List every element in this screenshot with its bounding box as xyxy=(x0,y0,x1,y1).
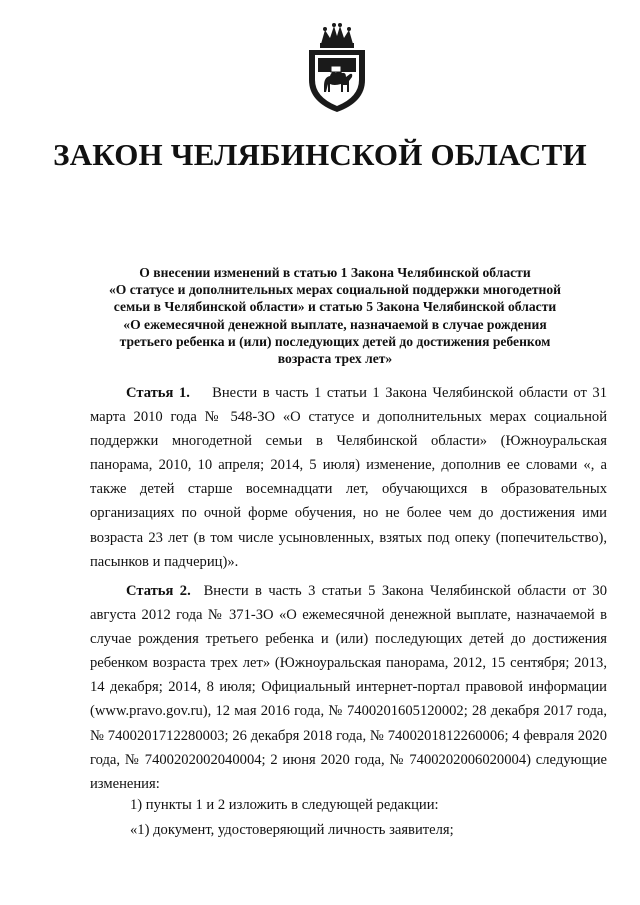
subtitle-line: «О ежемесячной денежной выплате, назначаемой в случае рождения xyxy=(123,316,547,332)
subtitle-line: семьи в Челябинской области» и статью 5 Закона Челябинской области xyxy=(113,299,557,315)
article-2-paragraph xyxy=(90,579,607,796)
article-2-item: 1) пункты 1 и 2 изложить в следующей редакции: xyxy=(130,797,439,813)
article-1-paragraph xyxy=(90,381,607,574)
article-2-text: Внести в часть 3 статьи 5 Закона Челябинской области от 30 августа 2012 года № 371-ЗО «О ежемесячной денежной выплате, назначаемой в случае рождения третьего ребенка и (или) последующих детей до достижения ребенком возраста трех лет» (Южноуральская панорама, 2012, 15 сентября; 2013, 14 декабря; 2014, 8 июля; Официальный интернет-портал правовой информации (www.pravo.gov.ru), 12 мая 2016 года, № 7400201605120002; 28 декабря 2017 года, № 7400201712280003; 26 декабря 2018 года, № 7400201812260006; 4 февраля 2020 года, № 7400202002040004; 2 июня 2020 года, № 7400202006020004) следующие изменения: xyxy=(90,583,608,792)
article-2-item: «1) документ, удостоверяющий личность заявителя; xyxy=(130,822,454,838)
article-1-label: Статья 1. xyxy=(126,385,190,401)
law-subtitle xyxy=(100,264,570,367)
article-2-label: Статья 2. xyxy=(126,583,191,599)
subtitle-line: возраста трех лет» xyxy=(277,351,393,367)
subtitle-line: третьего ребенка и (или) последующих детей до достижения ребенком xyxy=(119,333,551,349)
article-1-text: Внести в часть 1 статьи 1 Закона Челябинской области от 31 марта 2010 года № 548-ЗО «О статусе и дополнительных мерах социальной поддержки многодетной семьи в Челябинской области» (Южноуральская панорама, 2010, 10 апреля; 2014, 5 июля) изменение, дополнив ее словами «, а также детей старше восемнадцати лет, обучающихся в образовательных организациях по очной форме обучения, но не более чем до достижения ими возраста 23 лет (в том числе усыновленных, взятых под опеку (попечительство), пасынков и падчериц)». xyxy=(90,385,608,570)
coat-of-arms-icon xyxy=(299,22,375,114)
law-title: ЗАКОН ЧЕЛЯБИНСКОЙ ОБЛАСТИ xyxy=(53,137,587,172)
subtitle-line: О внесении изменений в статью 1 Закона Челябинской области xyxy=(139,265,531,280)
subtitle-line: «О статусе и дополнительных мерах социальной поддержки многодетной xyxy=(108,282,562,298)
